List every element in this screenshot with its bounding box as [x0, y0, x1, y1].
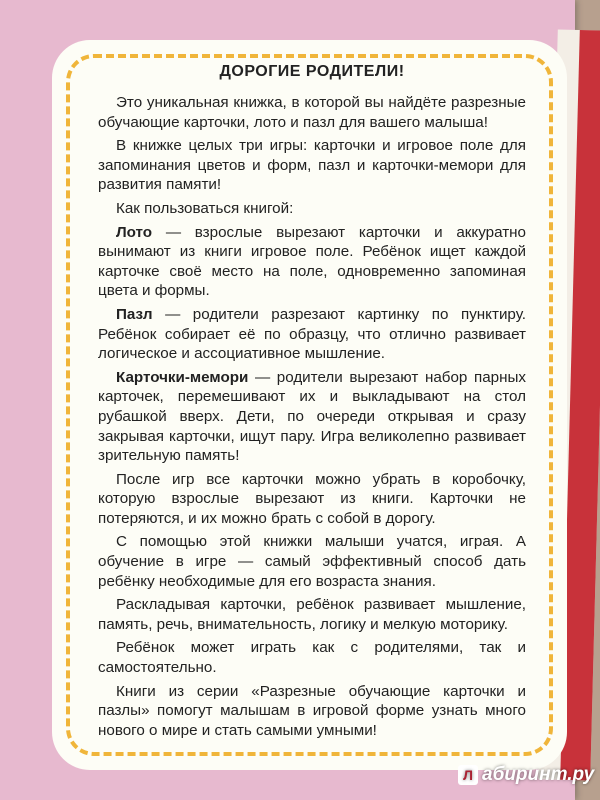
watermark [458, 764, 594, 786]
term-memory: Карточки-мемори [116, 368, 249, 386]
paragraph-loto: Лото — взрослые вырезают карточки и аккуратно вынимают из книги игровое поле. Ребёнок ищет каждой карточке своё место на поле, одновременно запоминая цвета и формы. [98, 223, 526, 300]
term-loto: Лото [116, 223, 153, 241]
paragraph: Раскладывая карточки, ребёнок развивает мышление, память, речь, внимательность, логику и мелкую моторику. [98, 596, 526, 633]
term-puzzle: Пазл [116, 305, 153, 323]
info-card [52, 40, 567, 770]
paragraph: Это уникальная книжка, в которой вы найдёте разрезные обучающие карточки, лото и пазл для вашего малыша! [98, 94, 526, 131]
paragraph-puzzle: Пазл — родители разрезают картинку по пунктиру. Ребёнок собирает её по образцу, что отлично развивает логическое и ассоциативное мышление. [98, 305, 526, 363]
paragraph: Ребёнок может играть как с родителями, так и самостоятельно. [98, 639, 526, 677]
labirint-logo-icon: Л [458, 765, 478, 785]
paragraph: После игр все карточки можно убрать в коробочку, которую взрослые вырезают из книги. Карточки не потеряются, и их можно брать с собой в дорогу. [98, 470, 526, 527]
paragraph: Книги из серии «Разрезные обучающие карточки и пазлы» помогут малышам в игровой форме узнать много нового о мире и стать самыми умными! [98, 682, 526, 739]
watermark-text: абиринт.ру [482, 764, 595, 785]
card-content [98, 62, 526, 744]
paragraph: В книжке целых три игры: карточки и игровое поле для запоминания цветов и форм, пазл и карточки-мемори для развития памяти! [98, 137, 526, 194]
paragraph-memory: Карточки-мемори — родители вырезают набор парных карточек, перемешивают их и выкладывают на стол рубашкой вверх. Дети, по очереди открывая и сразу закрывая карточки, ищут пару. Игра великолепно развивает зрительную память! [98, 368, 526, 465]
paragraph: С помощью этой книжки малыши учатся, играя. А обучение в игре — самый эффективный способ дать ребёнку необходимые для его возраста знания. [98, 533, 526, 590]
paragraph: Как пользоваться книгой: [116, 199, 294, 217]
page-title: ДОРОГИЕ РОДИТЕЛИ! [219, 63, 405, 80]
